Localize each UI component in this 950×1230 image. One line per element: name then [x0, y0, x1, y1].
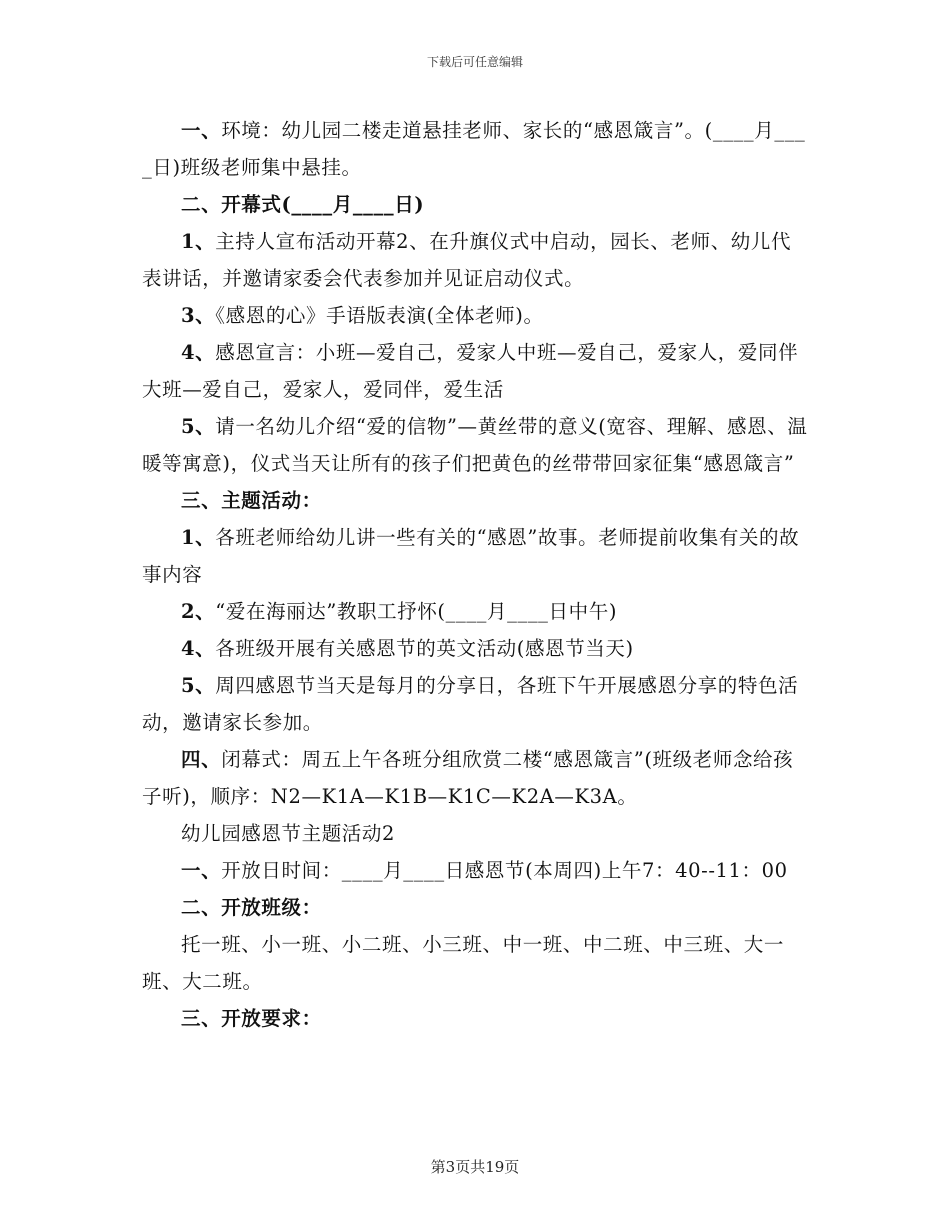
paragraph-open-day-time: 一、开放日时间：____月____日感恩节(本周四)上午7：40--11：00 — [181, 859, 788, 882]
paragraph-closing-ceremony: 四、闭幕式：周五上午各班分组欣赏二楼“感恩箴言”(班级老师念给孩子听)，顺序：N2—K1A—K1B—K1C—K2A—K3A。 — [142, 748, 794, 808]
list-item: 1、主持人宣布活动开幕2、在升旗仪式中启动，园长、老师、幼儿代表讲话，并邀请家委会代表参加并见证启动仪式。 — [142, 230, 792, 290]
list-item: 4、感恩宣言：小班—爱自己，爱家人中班—爱自己，爱家人，爱同伴大班—爱自己，爱家人，爱同伴，爱生活 — [142, 341, 799, 401]
list-item: 3、《感恩的心》手语版表演(全体老师)。 — [181, 304, 544, 327]
heading-open-classes: 二、开放班级： — [181, 896, 322, 919]
paragraph-environment: 一、环境：幼儿园二楼走道悬挂老师、家长的“感恩箴言”。(____月____日)班级老师集中悬挂。 — [142, 119, 806, 179]
list-item: 1、各班老师给幼儿讲一些有关的“感恩”故事。老师提前收集有关的故事内容 — [142, 526, 800, 586]
document-body — [142, 112, 810, 1037]
page-header-note: 下载后可任意编辑 — [426, 55, 523, 69]
paragraph-class-list: 托一班、小一班、小二班、小三班、中一班、中二班、中三班、大一班、大二班。 — [142, 933, 785, 993]
list-item: 5、周四感恩节当天是每月的分享日，各班下午开展感恩分享的特色活动，邀请家长参加。 — [142, 674, 799, 734]
section-title: 幼儿园感恩节主题活动2 — [181, 822, 396, 845]
page-footer-number: 第3页共19页 — [430, 1158, 520, 1176]
heading-theme-activities: 三、主题活动： — [181, 489, 322, 512]
list-item: 5、请一名幼儿介绍“爱的信物”—黄丝带的意义(宽容、理解、感恩、温暖等寓意)，仪式当天让所有的孩子们把黄色的丝带带回家征集“感恩箴言” — [142, 415, 808, 475]
list-item: 4、各班级开展有关感恩节的英文活动(感恩节当天) — [181, 637, 634, 660]
heading-opening-ceremony: 二、开幕式(____月____日) — [181, 193, 425, 216]
heading-open-requirements: 三、开放要求： — [181, 1007, 322, 1030]
list-item: 2、“爱在海丽达”教职工抒怀(____月____日中午) — [181, 600, 618, 623]
